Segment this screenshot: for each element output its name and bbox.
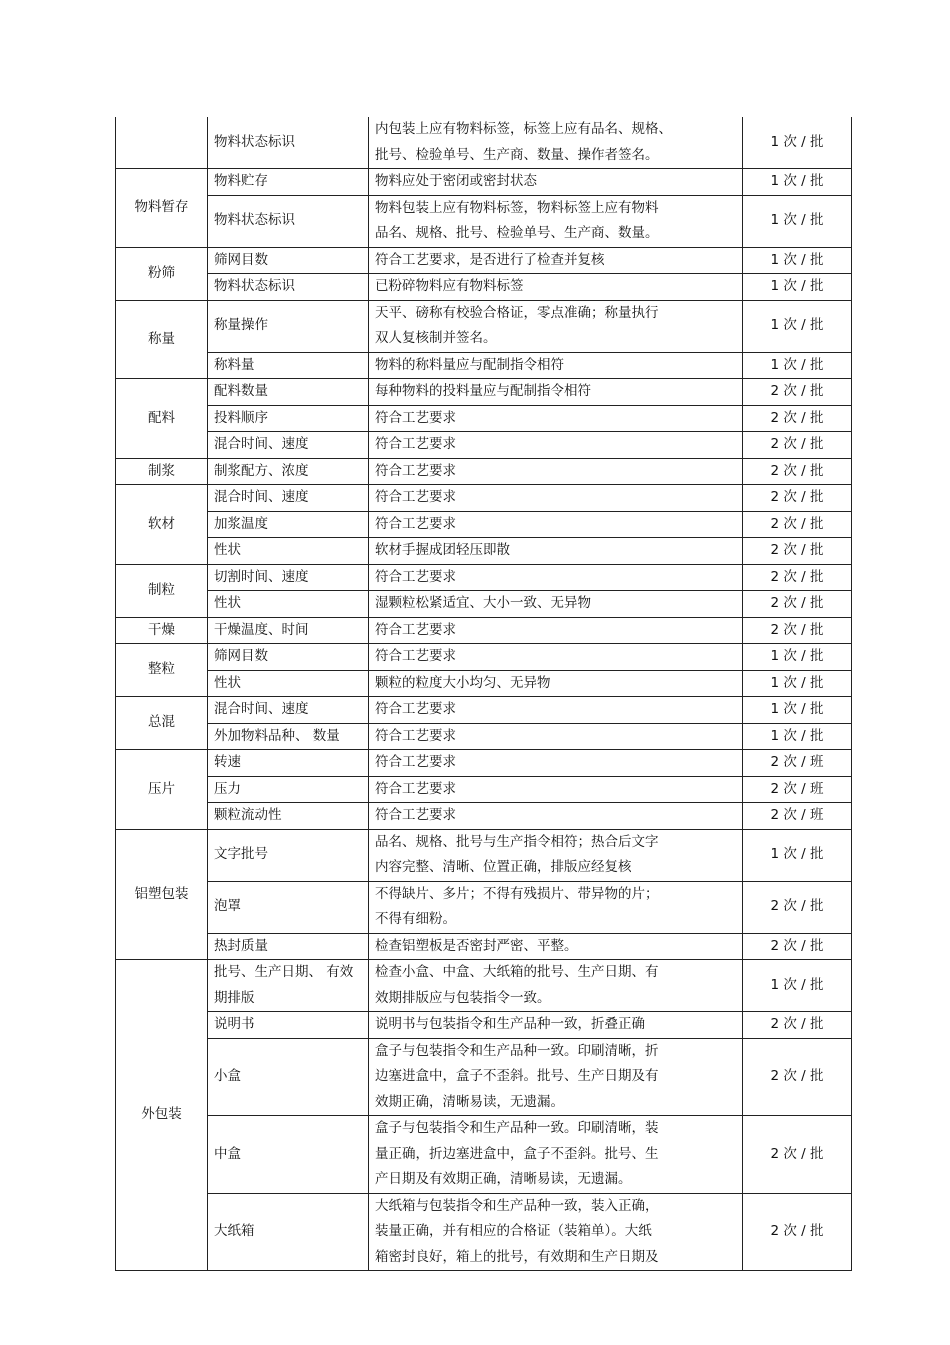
table-row	[116, 195, 852, 247]
requirement-line: 符合工艺要求	[375, 701, 456, 717]
requirement-line: 符合工艺要求，是否进行了检查并复核	[375, 251, 605, 268]
requirement-line: 物料包装上应有物料标签，物料标签上应有物料	[375, 199, 659, 216]
requirement-line: 软材手握成团轻压即散	[375, 542, 510, 558]
stage-cell: 整粒	[116, 644, 208, 697]
table-row	[116, 617, 852, 644]
frequency-cell: 2 次 / 批	[743, 405, 852, 432]
table-row	[116, 117, 852, 169]
stage-cell: 制粒	[116, 564, 208, 617]
frequency-cell: 1 次 / 批	[743, 117, 852, 169]
requirement-cell	[369, 117, 743, 169]
table-row	[116, 1038, 852, 1116]
table-row	[116, 458, 852, 485]
frequency-cell: 1 次 / 批	[743, 670, 852, 697]
requirement-line: 已粉碎物料应有物料标签	[375, 278, 524, 294]
requirement-cell	[369, 458, 743, 485]
requirement-line: 符合工艺要求	[375, 409, 456, 426]
requirement-line: 物料的称料量应与配制指令相符	[375, 356, 564, 373]
stage-cell: 软材	[116, 485, 208, 565]
table-row	[116, 169, 852, 196]
frequency-cell: 2 次 / 批	[743, 1193, 852, 1271]
frequency-cell: 2 次 / 批	[743, 881, 852, 933]
frequency-cell: 1 次 / 批	[743, 274, 852, 301]
requirement-cell	[369, 485, 743, 512]
inspection-item-cell: 泡罩	[208, 881, 369, 933]
requirement-cell	[369, 352, 743, 379]
table-row	[116, 485, 852, 512]
requirement-cell	[369, 511, 743, 538]
frequency-cell: 2 次 / 批	[743, 511, 852, 538]
inspection-item-cell: 颗粒流动性	[208, 803, 369, 830]
inspection-item-cell: 筛网目数	[208, 247, 369, 274]
inspection-item-cell: 大纸箱	[208, 1193, 369, 1271]
requirement-cell	[369, 881, 743, 933]
inspection-item-cell: 切割时间、速度	[208, 564, 369, 591]
requirement-line: 检查铝塑板是否密封严密、平整。	[375, 937, 578, 954]
inspection-item-cell: 批号、生产日期、 有效期排版	[208, 960, 369, 1012]
inspection-item-cell: 物料状态标识	[208, 117, 369, 169]
inspection-item-cell: 说明书	[208, 1012, 369, 1039]
frequency-cell: 1 次 / 批	[743, 644, 852, 671]
frequency-cell: 2 次 / 班	[743, 803, 852, 830]
inspection-item-cell: 压力	[208, 776, 369, 803]
table-row	[116, 591, 852, 618]
requirement-cell	[369, 617, 743, 644]
requirement-line: 符合工艺要求	[375, 568, 456, 585]
requirement-line: 批号、检验单号、生产商、数量、操作者签名。	[375, 146, 659, 163]
requirement-line: 每种物料的投料量应与配制指令相符	[375, 383, 591, 399]
frequency-cell: 1 次 / 批	[743, 960, 852, 1012]
frequency-cell: 2 次 / 批	[743, 1116, 852, 1194]
frequency-cell: 1 次 / 批	[743, 247, 852, 274]
table-row	[116, 379, 852, 406]
requirement-cell	[369, 564, 743, 591]
table-row	[116, 881, 852, 933]
frequency-cell: 2 次 / 批	[743, 617, 852, 644]
requirement-cell	[369, 1038, 743, 1116]
requirement-line: 量正确，折边塞进盒中，盒子不歪斜。批号、生	[375, 1145, 659, 1162]
frequency-cell: 2 次 / 班	[743, 750, 852, 777]
frequency-cell: 2 次 / 批	[743, 538, 852, 565]
table-row	[116, 247, 852, 274]
table-row	[116, 538, 852, 565]
inspection-item-cell: 中盒	[208, 1116, 369, 1194]
inspection-item-cell: 筛网目数	[208, 644, 369, 671]
requirement-cell	[369, 1193, 743, 1271]
frequency-cell: 2 次 / 批	[743, 933, 852, 960]
requirement-cell	[369, 195, 743, 247]
requirement-line: 双人复核制并签名。	[375, 330, 497, 346]
frequency-cell: 1 次 / 批	[743, 723, 852, 750]
requirement-line: 边塞进盒中，盒子不歪斜。批号、生产日期及有	[375, 1068, 659, 1084]
table-row	[116, 644, 852, 671]
table-row	[116, 933, 852, 960]
frequency-cell: 1 次 / 批	[743, 829, 852, 881]
table-row	[116, 670, 852, 697]
requirement-line: 湿颗粒松紧适宜、大小一致、无异物	[375, 595, 591, 611]
requirement-line: 符合工艺要求	[375, 489, 456, 505]
frequency-cell: 2 次 / 批	[743, 458, 852, 485]
frequency-cell: 2 次 / 批	[743, 1012, 852, 1039]
table-row	[116, 432, 852, 459]
stage-cell: 称量	[116, 300, 208, 379]
frequency-cell: 2 次 / 批	[743, 432, 852, 459]
table-row	[116, 960, 852, 1012]
inspection-item-cell: 小盒	[208, 1038, 369, 1116]
requirement-line: 装量正确，并有相应的合格证（装箱单）。大纸	[375, 1223, 652, 1239]
requirement-cell	[369, 538, 743, 565]
frequency-cell: 2 次 / 批	[743, 485, 852, 512]
stage-cell: 外包装	[116, 960, 208, 1271]
table-row	[116, 776, 852, 803]
quality-control-table	[115, 117, 852, 1271]
table-row	[116, 300, 852, 352]
requirement-cell	[369, 1012, 743, 1039]
requirement-line: 不得有细粉。	[375, 911, 456, 927]
requirement-line: 盒子与包装指令和生产品种一致。印刷清晰，折	[375, 1042, 659, 1059]
table-row	[116, 564, 852, 591]
table-row	[116, 723, 852, 750]
frequency-cell: 1 次 / 批	[743, 195, 852, 247]
requirement-cell	[369, 247, 743, 274]
table-body	[116, 117, 852, 1271]
requirement-line: 内容完整、清晰、位置正确，排版应经复核	[375, 859, 632, 875]
requirement-line: 大纸箱与包装指令和生产品种一致，装入正确，	[375, 1197, 659, 1214]
requirement-cell	[369, 776, 743, 803]
requirement-cell	[369, 697, 743, 724]
inspection-item-cell: 干燥温度、时间	[208, 617, 369, 644]
requirement-cell	[369, 803, 743, 830]
table-row	[116, 829, 852, 881]
inspection-item-cell: 制浆配方、浓度	[208, 458, 369, 485]
inspection-item-cell: 物料状态标识	[208, 195, 369, 247]
requirement-cell	[369, 644, 743, 671]
requirement-cell	[369, 300, 743, 352]
inspection-item-cell: 性状	[208, 538, 369, 565]
requirement-cell	[369, 591, 743, 618]
requirement-line: 符合工艺要求	[375, 754, 456, 770]
requirement-line: 天平、磅称有校验合格证，零点准确；称量执行	[375, 304, 659, 321]
table-row	[116, 511, 852, 538]
requirement-cell	[369, 670, 743, 697]
requirement-line: 内包装上应有物料标签，标签上应有品名、规格、	[375, 121, 672, 137]
stage-cell: 制浆	[116, 458, 208, 485]
inspection-item-cell: 物料状态标识	[208, 274, 369, 301]
stage-cell: 干燥	[116, 617, 208, 644]
frequency-cell: 2 次 / 班	[743, 776, 852, 803]
table-row	[116, 352, 852, 379]
requirement-cell	[369, 432, 743, 459]
requirement-line: 不得缺片、多片；不得有残损片、带异物的片；	[375, 885, 659, 902]
requirement-line: 符合工艺要求	[375, 780, 456, 797]
requirement-line: 符合工艺要求	[375, 436, 456, 452]
inspection-item-cell: 性状	[208, 591, 369, 618]
inspection-item-cell: 热封质量	[208, 933, 369, 960]
inspection-item-cell: 文字批号	[208, 829, 369, 881]
inspection-item-cell: 加浆温度	[208, 511, 369, 538]
requirement-line: 品名、规格、批号与生产指令相符；热合后文字	[375, 833, 659, 850]
inspection-item-cell: 混合时间、速度	[208, 432, 369, 459]
requirement-cell	[369, 274, 743, 301]
frequency-cell: 2 次 / 批	[743, 564, 852, 591]
inspection-item-cell: 称料量	[208, 352, 369, 379]
inspection-item-cell: 转速	[208, 750, 369, 777]
requirement-line: 符合工艺要求	[375, 807, 456, 823]
stage-cell: 总混	[116, 697, 208, 750]
table-row	[116, 750, 852, 777]
requirement-line: 箱密封良好，箱上的批号，有效期和生产日期及	[375, 1248, 659, 1265]
table-row	[116, 1012, 852, 1039]
inspection-item-cell: 投料顺序	[208, 405, 369, 432]
requirement-cell	[369, 723, 743, 750]
requirement-cell	[369, 379, 743, 406]
stage-cell: 配料	[116, 379, 208, 459]
requirement-line: 符合工艺要求	[375, 727, 456, 744]
stage-cell: 粉筛	[116, 247, 208, 300]
requirement-line: 颗粒的粒度大小均匀、无异物	[375, 674, 551, 691]
frequency-cell: 1 次 / 批	[743, 169, 852, 196]
stage-cell: 压片	[116, 750, 208, 830]
frequency-cell: 1 次 / 批	[743, 697, 852, 724]
frequency-cell: 2 次 / 批	[743, 1038, 852, 1116]
table-row	[116, 803, 852, 830]
requirement-cell	[369, 960, 743, 1012]
requirement-line: 盒子与包装指令和生产品种一致。印刷清晰，装	[375, 1120, 659, 1136]
frequency-cell: 1 次 / 批	[743, 300, 852, 352]
requirement-cell	[369, 933, 743, 960]
frequency-cell: 2 次 / 批	[743, 379, 852, 406]
table-row	[116, 1116, 852, 1194]
requirement-cell	[369, 829, 743, 881]
requirement-line: 效期排版应与包装指令一致。	[375, 989, 551, 1006]
inspection-item-cell: 外加物料品种、 数量	[208, 723, 369, 750]
stage-cell	[116, 117, 208, 169]
frequency-cell: 2 次 / 批	[743, 591, 852, 618]
requirement-line: 符合工艺要求	[375, 621, 456, 638]
requirement-line: 说明书与包装指令和生产品种一致，折叠正确	[375, 1016, 645, 1032]
requirement-line: 品名、规格、批号、检验单号、生产商、数量。	[375, 225, 659, 241]
stage-cell: 铝塑包装	[116, 829, 208, 960]
table-row	[116, 274, 852, 301]
inspection-item-cell: 物料贮存	[208, 169, 369, 196]
requirement-line: 符合工艺要求	[375, 462, 456, 479]
requirement-cell	[369, 1116, 743, 1194]
requirement-cell	[369, 750, 743, 777]
requirement-cell	[369, 169, 743, 196]
stage-cell: 物料暂存	[116, 169, 208, 248]
requirement-cell	[369, 405, 743, 432]
requirement-line: 产日期及有效期正确，清晰易读，无遗漏。	[375, 1171, 632, 1187]
inspection-item-cell: 混合时间、速度	[208, 697, 369, 724]
requirement-line: 检查小盒、中盒、大纸箱的批号、生产日期、有	[375, 964, 659, 980]
requirement-line: 物料应处于密闭或密封状态	[375, 173, 537, 189]
table-row	[116, 1193, 852, 1271]
inspection-item-cell: 配料数量	[208, 379, 369, 406]
inspection-item-cell: 性状	[208, 670, 369, 697]
requirement-line: 符合工艺要求	[375, 515, 456, 532]
requirement-line: 符合工艺要求	[375, 648, 456, 664]
table-row	[116, 405, 852, 432]
inspection-item-cell: 混合时间、速度	[208, 485, 369, 512]
table-row	[116, 697, 852, 724]
inspection-item-cell: 称量操作	[208, 300, 369, 352]
requirement-line: 效期正确，清晰易读，无遗漏。	[375, 1093, 564, 1110]
frequency-cell: 1 次 / 批	[743, 352, 852, 379]
